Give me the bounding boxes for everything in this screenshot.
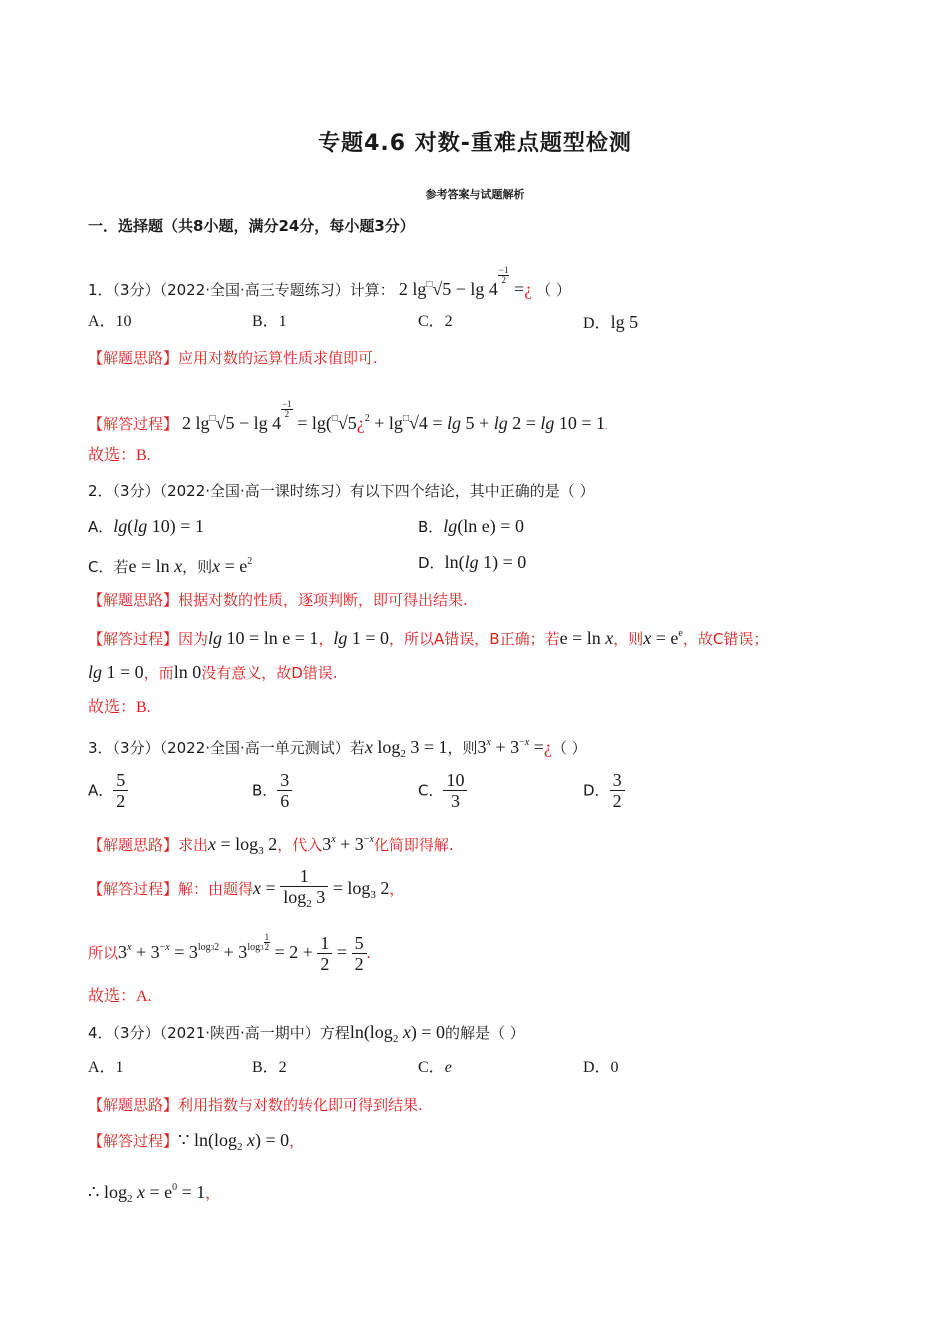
q4-process-label: 【解答过程】 [88,1132,179,1150]
q3-option-a [88,770,128,811]
q4-option-a: A．1 [88,1059,124,1076]
q3-option-c-den: 3 [450,791,460,811]
q3-process-line2: 所以$3^x + 3^{-x} = 3^{log32} + 3^{log3 \frac{1}{2}}$ = 2 + $\frac{1}{2}$ = $\frac{5}{2}$ . [88,932,371,975]
q1-option-b: B．1 [252,313,287,330]
q2-option-d-label: D． [418,554,445,572]
q1-thought-label: 【解题思路】 [88,349,179,367]
q1-process-label: 【解答过程】 [88,415,179,433]
q3-process-label: 【解答过程】 [88,880,179,899]
q3-thought-b: ，代入 [277,836,323,854]
q1-option-c: C．2 [418,313,453,330]
q1-thought-text: 应用对数的运算性质求值即可. [178,349,378,367]
q3-process-line1: 【解答过程】解：由题得x = $\frac{1}{\log_2 3}$ = $\log_3 2$， [88,866,405,910]
q2-stem: 2．（3分）（2022·全国·高一课时练习）有以下四个结论，其中正确的是（ ） [88,482,595,500]
page-title: 专题4.6 对数-重难点题型检测 [318,131,632,156]
q2-option-c-mid: ，则 [182,558,213,576]
q3-option-d [583,770,625,811]
q4-thought-text: 利用指数与对数的转化即可得到结果. [178,1096,423,1114]
q2-option-b-label: B． [418,518,444,536]
page-subtitle: 参考答案与试题解析 [425,188,525,201]
q3-option-c-num: 10 [443,770,467,791]
q2-process-line1: 【解答过程】因为lg 10 = ln e = 1，lg 1 = 0，所以A错误，B正确；若e = ln x，则$x = e^e$，故C错误； [88,628,769,648]
q3-option-d-num: 3 [610,770,625,791]
q3-option-a-den: 2 [116,791,126,811]
q4-stem-a: 4．（3分）（2021·陕西·高一期中）方程 [88,1024,350,1042]
q1-process [88,400,608,437]
q2-process-label: 【解答过程】 [88,630,179,648]
q1-process-expression: 2 lg□√5 − lg 4 $\frac{-1}{2}$ = lg(□√5¿$^2$ + lg□√4 = lg 5 + lg 2 = lg 10 = 1. [182,399,608,433]
q2-option-a-label: A． [88,518,114,536]
q4-stem-b: 的解是（ ） [444,1024,525,1042]
q4-thought-label: 【解题思路】 [88,1096,179,1114]
q3-option-b-label: B． [252,781,278,800]
q2-answer: 故选：B. [88,699,151,716]
q4-option-c-value: e [444,1059,452,1076]
q3-option-d-label: D． [583,781,610,800]
q2-thought-text: 根据对数的性质，逐项判断，即可得出结果. [178,591,468,609]
q3-stem-b: ，则 [447,739,478,757]
q4-option-c [418,1058,452,1078]
q3-option-b-num: 3 [277,770,292,791]
q1-answer: 故选：B. [88,447,151,464]
q1-paren: （ ） [536,281,571,299]
q1-thought [88,348,378,369]
q4-option-b: B．2 [252,1059,287,1076]
q3-option-b [252,770,292,811]
q3-option-c [418,770,467,811]
q3-option-b-den: 6 [280,791,290,811]
q3-thought-c: 化简即得解. [373,836,454,854]
q4-option-d: D．0 [583,1059,619,1076]
q1-expression: 2 lg□√5 − lg 4 $\frac{-1}{2}$ =¿ [398,265,533,299]
q3-option-c-label: C． [418,781,444,800]
q3-option-d-den: 2 [612,791,622,811]
q3-paren: （ ） [551,739,587,757]
q2-process-2b: 没有意义，故D错误. [201,664,338,682]
q1-stem [88,266,571,301]
q2-option-b: B．lg(ln e) = 0 [418,516,524,536]
q3-option-a-label: A． [88,781,114,800]
q2-option-c-prefix: C．若 [88,558,129,576]
q1-stem-text: 1．（3分）（2022·全国·高三专题练习）计算： [88,281,395,299]
q2-process-2a: ，而 [143,664,174,682]
section-header: 一．选择题（共8小题，满分24分，每小题3分） [88,217,415,235]
q1-option-d: D．lg 5 [583,312,639,332]
q2-process-1b: ，所以A错误，B正确；若 [389,630,560,648]
q2-process-1d: ，故C错误； [682,630,769,648]
q2-thought-label: 【解题思路】 [88,591,179,609]
q2-thought [88,590,468,611]
q2-option-a: A．lg(lg 10) = 1 [88,516,204,536]
q3-thought: 【解题思路】求出$x = \log_3 2$，代入$3^x + 3^{-x}$化简即得解. [88,834,454,857]
q2-process-1c: ，则 [613,630,644,648]
q3-thought-label: 【解题思路】 [88,836,179,854]
q3-process-a: 解：由题得 [178,880,254,899]
q2-option-d: D．ln(lg 1) = 0 [418,552,527,572]
q3-process2-a: 所以 [88,944,119,962]
q4-stem: 4．（3分）（2021·陕西·高一期中）方程$\ln(\log_2$ x) = 0的解是（ ） [88,1022,525,1045]
q1-option-d-label: D． [583,315,611,332]
q3-thought-a: 求出 [178,836,209,854]
q4-process-line1: 【解答过程】∵ $\ln(\log_2$ x) = 0， [88,1130,305,1153]
q4-process-line2: ∴ $\log_2 x = e^0 = 1$， [88,1182,221,1205]
q3-answer: 故选：A. [88,988,152,1005]
q2-process-line2: lg 1 = 0，而ln 0没有意义，故D错误. [88,662,338,682]
q3-stem-a: 3．（3分）（2022·全国·高一单元测试）若 [88,739,365,757]
q3-option-a-num: 5 [113,770,128,791]
q1-option-a: A．10 [88,313,132,330]
q3-stem: 3．（3分）（2022·全国·高一单元测试）若x $\log_2 3 = 1$，则$3^x + 3^{-x}$ =¿（ ） [88,737,587,760]
q2-process-1a: 因为 [178,630,209,648]
q2-option-c: C．若e = ln x，则$x = e^2$ [88,556,253,576]
q4-option-c-label: C． [418,1059,445,1076]
q4-thought [88,1095,423,1116]
